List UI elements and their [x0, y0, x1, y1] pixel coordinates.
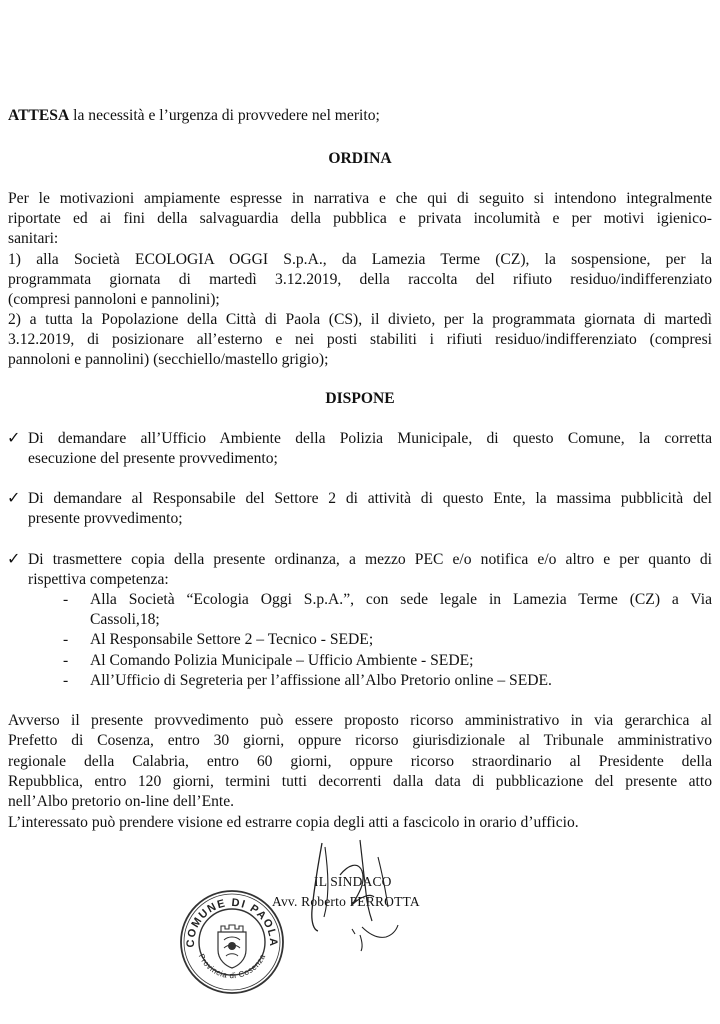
ordina-line: 3.12.2019, di posizionare all’esterno e nei posti stabiliti i rifiuti residuo/indifferenziato (compresi [8, 331, 712, 348]
signature-title: IL SINDACO [314, 874, 392, 889]
list-dash: - [63, 652, 69, 669]
list-dash: - [63, 631, 69, 648]
stamp-top-text: COMUNE DI PAOLA [184, 896, 280, 948]
ordina-line: sanitari: [8, 230, 59, 247]
recipient-item: Cassoli,18; [90, 611, 160, 628]
checkmark-icon: ✓ [7, 551, 21, 568]
dispone-item-line: Di demandare al Responsabile del Settore 2 di attività di questo Ente, la massima pubblicità del [28, 490, 712, 507]
ordina-line: (compresi pannoloni e pannolini); [8, 291, 220, 308]
checkmark-icon: ✓ [7, 430, 21, 447]
dispone-item-line: rispettiva competenza: [28, 571, 169, 588]
avverso-line: nell’Albo pretorio on-line dell’Ente. [8, 793, 235, 810]
avverso-line: regionale della Calabria, entro 60 giorni, oppure ricorso straordinario al Presidente della [8, 753, 712, 770]
ordina-heading: ORDINA [328, 150, 392, 167]
dispone-item-line: Di demandare all’Ufficio Ambiente della Polizia Municipale, di questo Comune, la corretta [28, 430, 712, 447]
avverso-line: Avverso il presente provvedimento può essere proposto ricorso amministrativo in via gerarchica al [8, 712, 712, 729]
avverso-line: Prefetto di Cosenza, entro 30 giorni, oppure ricorso giurisdizionale al Tribunale amministrativo [8, 732, 712, 749]
checkmark-icon: ✓ [7, 490, 21, 507]
visione-line: L’interessato può prendere visione ed estrarre copia degli atti a fascicolo in orario d’ufficio. [8, 814, 579, 831]
recipient-item: Al Responsabile Settore 2 – Tecnico - SEDE; [90, 631, 374, 648]
ordina-line: riportate ed ai fini della salvaguardia della pubblica e privata incolumità e per motivi igienico- [8, 210, 712, 227]
dispone-heading: DISPONE [325, 390, 395, 407]
ordina-line: programmata giornata di martedì 3.12.2019, della raccolta del rifiuto residuo/indifferenziato [8, 271, 712, 288]
signature-name: Avv. Roberto PERROTTA [272, 894, 420, 909]
list-dash: - [63, 672, 69, 689]
ordina-line: 2) a tutta la Popolazione della Città di Paola (CS), il divieto, per la programmata giornata di martedì [8, 311, 712, 328]
list-dash: - [63, 591, 69, 608]
dispone-item-line: presente provvedimento; [28, 510, 183, 527]
recipient-item: Alla Società “Ecologia Oggi S.p.A.”, con sede legale in Lamezia Terme (CZ) a Via [90, 591, 712, 608]
handwritten-signature [300, 835, 410, 955]
svg-text:Provincia di Cosenza [197, 952, 268, 980]
attesa-text: la necessità e l’urgenza di provvedere nel merito; [69, 107, 380, 124]
recipient-item: Al Comando Polizia Municipale – Ufficio Ambiente - SEDE; [90, 652, 474, 669]
stamp-bottom-text: Provincia di Cosenza [196, 952, 268, 981]
attesa-label: ATTESA [8, 107, 70, 124]
ordina-line: Per le motivazioni ampiamente espresse in narrativa e che qui di seguito si intendono integralmente [8, 190, 712, 207]
ordina-line: 1) alla Società ECOLOGIA OGGI S.p.A., da Lamezia Terme (CZ), la sospensione, per la [8, 251, 712, 268]
attesa-paragraph [8, 106, 380, 126]
dispone-item-line: esecuzione del presente provvedimento; [28, 450, 278, 467]
municipal-stamp [178, 888, 286, 996]
ordina-line: pannoloni e pannolini) (secchiello/mastello grigio); [8, 351, 329, 368]
avverso-line: Repubblica, entro 120 giorni, termini tutti decorrenti dalla data di pubblicazione del presente atto [8, 773, 712, 790]
dispone-item-line: Di trasmettere copia della presente ordinanza, a mezzo PEC e/o notifica e/o altro e per quanto di [28, 551, 712, 568]
recipient-item: All’Ufficio di Segreteria per l’affissione all’Albo Pretorio online – SEDE. [90, 672, 552, 689]
